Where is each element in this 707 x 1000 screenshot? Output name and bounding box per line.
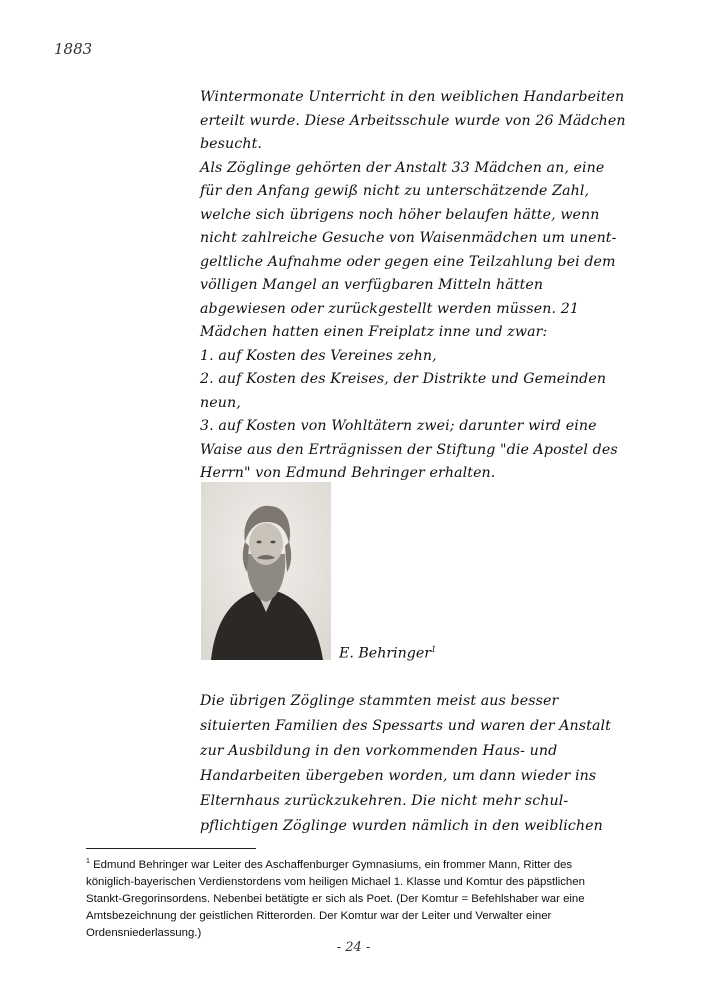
footnote-line: königlich-bayerischen Verdienstordens vom heiligen Michael 1. Klasse und Komtur des päpstlichen [86, 875, 585, 888]
text-line: Wintermonate Unterricht in den weiblichen Handarbeiten [200, 89, 625, 105]
paragraph-1 [200, 86, 640, 486]
footnote-text: Edmund Behringer war Leiter des Aschaffenburger Gymnasiums, ein frommer Mann, Ritter des [93, 858, 573, 871]
text-line: erteilt wurde. Diese Arbeitsschule wurde von 26 Mädchen [200, 112, 626, 129]
portrait-photo [201, 482, 331, 660]
footnote-line: Stankt-Gregorinsordens. Nebenbei betätigte er sich als Poet. (Der Komtur = Befehlshaber war eine [86, 892, 585, 905]
page-year: 1883 [54, 40, 93, 58]
footnote-line [86, 853, 626, 874]
footnote-divider [86, 848, 256, 849]
text-line: besucht. [200, 136, 262, 152]
text-line: 1. auf Kosten des Vereines zehn, [200, 347, 437, 364]
text-line: Herrn" von Edmund Behringer erhalten. [200, 465, 496, 481]
text-line: neun, [200, 394, 241, 411]
portrait-image [201, 482, 331, 660]
photo-caption [339, 645, 436, 662]
text-line: völligen Mangel an verfügbaren Mitteln hätten [200, 277, 544, 293]
text-line: situierten Familien des Spessarts und waren der Anstalt [200, 718, 611, 734]
page-number: - 24 - [336, 940, 371, 955]
caption-text: E. Behringer [339, 645, 432, 662]
footnote-line: Amtsbezeichnung der geistlichen Ritterorden. Der Komtur war der Leiter und Verwalter einer [86, 909, 552, 922]
text-line: Mädchen hatten einen Freiplatz inne und zwar: [200, 324, 548, 340]
text-line: pflichtigen Zöglinge wurden nämlich in den weiblichen [200, 818, 603, 834]
text-line: Handarbeiten übergeben worden, um dann wieder ins [200, 768, 597, 784]
text-line: Die übrigen Zöglinge stammten meist aus besser [200, 693, 559, 709]
text-line: Als Zöglinge gehörten der Anstalt 33 Mädchen an, eine [200, 159, 605, 176]
text-line: Elternhaus zurückzukehren. Die nicht mehr schul- [200, 793, 569, 809]
footnote-marker: 1 [86, 858, 90, 865]
footnote-ref: 1 [431, 645, 437, 654]
footnote [86, 853, 626, 942]
paragraph-2 [200, 689, 640, 839]
text-line: zur Ausbildung in den vorkommenden Haus- und [200, 743, 558, 759]
text-line: 2. auf Kosten des Kreises, der Distrikte und Gemeinden [200, 371, 607, 387]
footnote-line: Ordensniederlassung.) [86, 926, 202, 939]
text-line: Waise aus den Erträgnissen der Stiftung "die Apostel des [200, 441, 618, 458]
text-line: für den Anfang gewiß nicht zu unterschätzende Zahl, [200, 183, 590, 199]
text-line: geltliche Aufnahme oder gegen eine Teilzahlung bei dem [200, 253, 616, 270]
text-line: abgewiesen oder zurückgestellt werden müssen. 21 [200, 300, 579, 317]
text-line: 3. auf Kosten von Wohltätern zwei; darunter wird eine [200, 418, 597, 434]
text-line: welche sich übrigens noch höher belaufen hätte, wenn [200, 206, 600, 223]
text-line: nicht zahlreiche Gesuche von Waisenmädchen um unent- [200, 230, 617, 246]
